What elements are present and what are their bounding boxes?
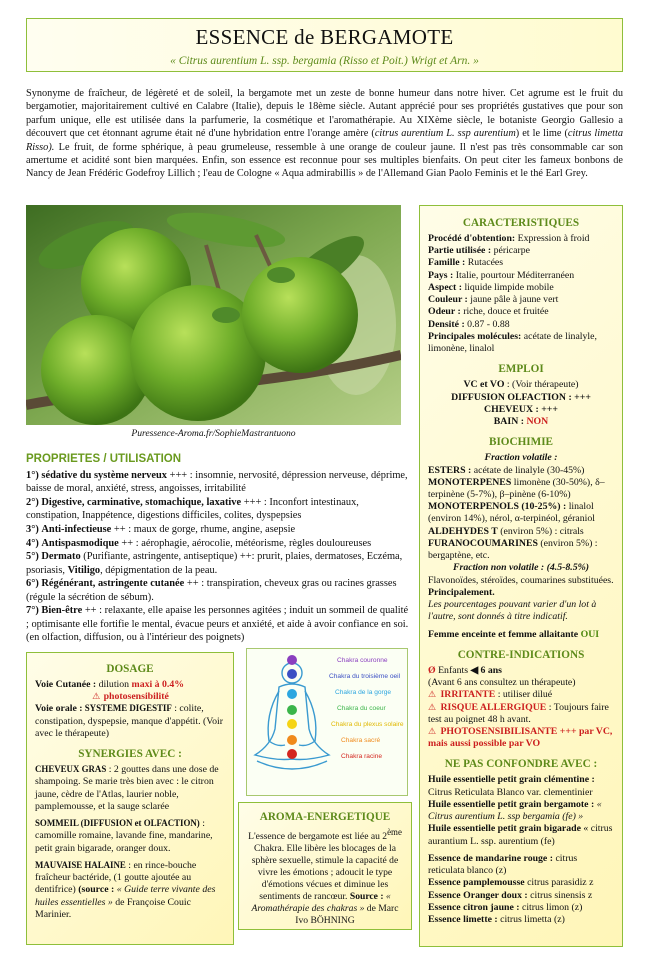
confusion-item: Essence limette : citrus limetta (z) — [428, 914, 565, 926]
synergy-item: CHEVEUX GRAS : 2 gouttes dans une dose de shampoing. Se marie très bien avec : le citron jaune, cèdre de l'Atlas, laurier noble, pamplemousse, et la sauge sclarée — [35, 764, 219, 812]
emploi-diffusion: DIFFUSION OLFACTION : +++ — [451, 391, 591, 403]
confusion-item: Essence Oranger doux : citrus sinensis z — [428, 889, 593, 901]
intro-text: Synonyme de fraîcheur, de légèreté et de soleil, la bergamote met un zeste de bonne humeur dans notre hiver. Cet agrume est le fruit du bergamotier, majoritairement cultivé en Calabre (Italie), depuis le 18ème siècle. Autant apprécié pour ses propriétés gustatives que pour son parfum unique, elle est utilisée dans la parfumerie, la cosmétique et l'aromathérapie. Au XIXème siècle, le botaniste Georgio Gallesio a découvert que cet étonnant agrume était né d'une hybridation entre l'orange amère ( — [26, 88, 623, 140]
characteristic-row: Pays : Italie, pourtour Méditerranéen — [428, 269, 575, 281]
aroma-text: L'essence de bergamote est liée au 2ème Chakra. Elle libère les blocages de la sphère sexuelle, stimule la capacité de vivre les émotions ; adoucit le type d'émotions vécues et diminue les sentiments de rancœur. Source : « Aromathérapie des chakras » de Marc Ivo BÖHNING — [248, 827, 402, 927]
confusion-item: Essence citron jaune : citrus limon (z) — [428, 901, 583, 913]
biochem-row: MONOTERPENES limonène (30-50%), δ–terpinène (5-7%), β–pinène (6-10%) — [428, 476, 605, 500]
biochem-row: ALDEHYDES T (environ 5%) : citrals — [428, 525, 584, 537]
chakra-dot — [287, 719, 297, 729]
synergy-item: SOMMEIL (DIFFUSION et OLFACTION) : camomille romaine, lavande fine, mandarine, petit grain bigarade, oranger doux. — [35, 818, 213, 854]
photosensitive-warning: ⚠ PHOTOSENSIBILISANTE +++ par VC, mais aussi possible par VO — [428, 725, 613, 750]
emploi-bain: BAIN : NON — [493, 416, 549, 428]
intro-text: ) et le lime ( — [515, 128, 568, 140]
pregnancy-note: Femme enceinte et femme allaitante OUI — [428, 628, 600, 640]
percentage-note: Les pourcentages pouvant varier d'un lot à l'autre, sont donnés à titre indicatif. — [428, 599, 597, 623]
chakra-dot — [287, 749, 297, 759]
biochem-row: FURANOCOUMARINES (environ 5%) : bergaptène, etc. — [428, 537, 598, 562]
chakra-dot — [287, 669, 297, 679]
nonvolatile-text: Flavonoïdes, stéroïdes, coumarines substituées. Principalement. — [428, 574, 614, 598]
oral-route: Voie orale : SYSTEME DIGESTIF : colite, constipation, dyspepsie, manque d'appétit. (Voir avec le thérapeute) — [35, 703, 223, 739]
characteristic-row: Famille : Rutacées — [428, 257, 504, 269]
synergy-item: MAUVAISE HALAINE : en rince-bouche fraîcheur bactéride, (1 goutte ajoutée au dentifrice) (source : « Guide terre vivante des huiles essentielles » de Françoise Couic Marinier. — [35, 859, 216, 920]
characteristic-row: Odeur : riche, douce et fruitée — [428, 306, 549, 318]
emploi-vc-vo: VC et VO : (Voir thérapeute) — [463, 379, 579, 391]
bergamot-photo — [26, 205, 401, 425]
bergamot-fruit-illustration — [26, 205, 401, 425]
property-item: 7°) Bien-être ++ : relaxante, elle apaise les personnes agitées ; induit un sommeil de qualité ; optimisante elle fortifie le mental, évacue peurs et anxiété, et aide à avoir confiance en soi. (en olfaction, diffusion, ou à l'intérieur des poignets) — [26, 605, 409, 644]
cutaneous-route: Voie Cutanée : dilution maxi à 0.4% — [35, 679, 185, 690]
confusion-item: Huile essentielle petit grain bigarade « citrus aurantium L. ssp. aurentium (fe) — [428, 823, 613, 847]
photosensitivity-warning: ⚠ photosensibilité — [92, 691, 169, 703]
nonvolatile-title: Fraction non volatile : (4.5-8.5%) — [452, 562, 590, 574]
intro-text: Le fruit, de forme sphérique, à peau grumeleuse, ressemble à une orange de couleur jaune. Il n'est pas très consommable car son amertume et acidité sont bien marquées. Enfin, son essence est reconnue pour ses multiples bienfaits. On peut citer les fameux bonbons de Nancy de Jean Frédéric Godefroy Lillich ; l'eau de Cologne « Aqua admirabillis » de l'Allemand Gian Paolo Feminis et le thé Earl Grey. — [26, 141, 623, 180]
allergy-warning: ⚠ RISQUE ALLERGIQUE : Toujours faire test au poignet 48 h avant. — [428, 701, 609, 725]
confusion-item: Huile essentielle petit grain clémentine : Citrus Reticulata Blanco var. clementinier — [428, 774, 595, 798]
biochem-row: ESTERS : acétate de linalyle (30-45%) — [428, 464, 585, 476]
warning-icon: ⚠ — [428, 725, 437, 736]
photo-caption: Puressence-Aroma.fr/SophieMastrantuono — [131, 428, 296, 439]
characteristic-row: Aspect : liquide limpide mobile — [428, 281, 554, 293]
contre-indications-title: CONTRE-INDICATIONS — [457, 648, 585, 661]
irritant-warning: ⚠ IRRITANTE : utiliser dilué — [428, 689, 553, 701]
confusion-item: Huile essentielle petit grain bergamote : « Citrus aurentium L. ssp bergamia (fe) » — [428, 798, 602, 823]
aroma-title: AROMA-ENERGETIQUE — [259, 811, 391, 823]
intro-italic: citrus limetta Risso). — [26, 128, 623, 153]
intro-italic: citrus aurentium L. ssp aurentium — [374, 128, 516, 140]
property-item: 6°) Régénérant, astringente cutanée ++ : transpiration, cheveux gras ou racines grasses (régule la sécrétion de sébum). — [26, 578, 397, 603]
property-item: 2°) Digestive, carminative, stomachique, laxative +++ : Inconfort intestinaux, constipation, Inappétence, digestions difficiles, colites, dyspepsies — [26, 496, 359, 522]
warning-icon: ⚠ — [428, 701, 437, 712]
biochem-row: MONOTERPENOLS (10-25%) : linalol (environ 14%), nérol, α-terpinéol, géraniol — [428, 501, 595, 525]
chakra-label: Chakra racine — [341, 753, 383, 760]
chakra-label: Chakra couronne — [337, 657, 388, 664]
warning-icon: ⚠ — [428, 689, 437, 700]
chakra-dot — [287, 735, 297, 745]
property-item: 1°) sédative du système nerveux +++ : insomnie, nervosité, dépression nerveuse, déprime, baisse de moral, anxiété, stress, angoisses, irritabilité — [26, 469, 408, 495]
emploi-cheveux: CHEVEUX : +++ — [484, 403, 558, 415]
characteristic-row: Procédé d'obtention: Expression à froid — [428, 233, 590, 244]
chakra-label: Chakra sacré — [341, 737, 381, 744]
page-subtitle: « Citrus aurentium L. ssp. bergamia (Risso et Poit.) Wrigt et Arn. » — [170, 54, 479, 67]
chakra-label: Chakra de la gorge — [335, 689, 392, 696]
properties-section — [26, 452, 409, 645]
chakra-dot — [287, 655, 297, 665]
confusion-item: Essence pamplemousse citrus parasidiz z — [428, 877, 594, 889]
warning-icon: ⚠ — [92, 691, 101, 702]
children-note: (Avant 6 ans consultez un thérapeute) — [428, 677, 576, 689]
property-item: 3°) Anti-infectieuse ++ : maux de gorge, rhume, angine, asepsie — [26, 524, 296, 535]
property-item: 4°) Antispasmodique ++ : aérophagie, aérocolie, météorisme, règles douloureuses — [26, 537, 372, 549]
emploi-title: EMPLOI — [498, 363, 544, 376]
dosage-title: DOSAGE — [106, 663, 154, 675]
characteristic-row: Principales molécules: acétate de linalyle, limonène, linalol — [428, 330, 597, 355]
volatile-title: Fraction volatile : — [484, 452, 558, 464]
biochimie-title: BIOCHIMIE — [488, 436, 554, 449]
characteristics-panel — [419, 205, 623, 947]
aroma-energetique-panel — [238, 802, 412, 930]
chakra-dot — [287, 689, 297, 699]
chakra-label: Chakra du plexus solaire — [331, 721, 404, 728]
confusion-item: Essence de mandarine rouge : citrus reticulata blanco (z) — [428, 852, 578, 877]
characteristics-title: CARACTERISTIQUES — [462, 217, 580, 229]
confondre-title: NE PAS CONFONDRE AVEC : — [444, 758, 598, 771]
chakra-label: Chakra du coeur — [337, 705, 386, 712]
property-item: 5°) Dermato (Purifiante, astringente, antiseptique) ++: prurit, plaies, dermatoses, Eczéma, psoriasis, Vitiligo, dépigmentation de la peau. — [26, 551, 403, 576]
chakra-diagram — [246, 648, 408, 796]
dosage-panel — [26, 652, 234, 945]
characteristic-row: Densité : 0.87 - 0.88 — [428, 318, 510, 330]
synergies-title: SYNERGIES AVEC : — [78, 748, 182, 761]
characteristic-row: Partie utilisée : péricarpe — [428, 245, 531, 257]
page-title: ESSENCE de BERGAMOTE — [195, 25, 454, 49]
children-warning: Ø Enfants ◀ 6 ans — [428, 664, 502, 676]
properties-title: PROPRIETES / UTILISATION — [26, 453, 182, 465]
chakra-dot — [287, 705, 297, 715]
intro-paragraph — [26, 87, 623, 181]
title-banner — [26, 18, 623, 72]
chakra-label: Chakra du troisième oeil — [329, 673, 401, 680]
characteristic-row: Couleur : jaune pâle à jaune vert — [428, 294, 559, 306]
